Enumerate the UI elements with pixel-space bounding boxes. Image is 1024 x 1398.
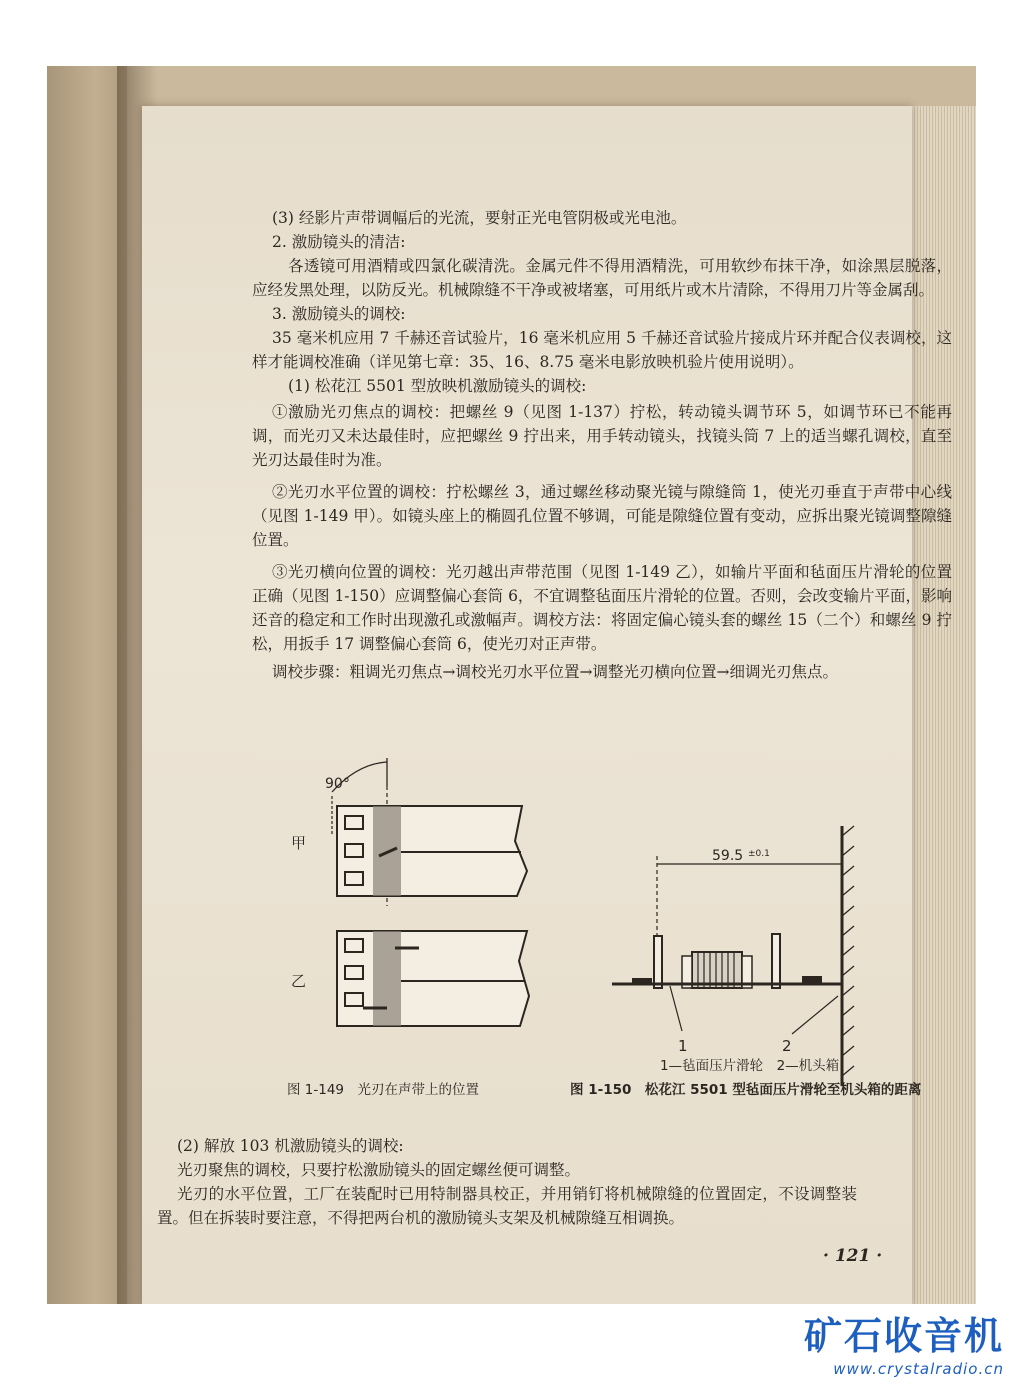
watermark-name: 矿石收音机 (803, 1314, 1004, 1358)
book-page (142, 106, 952, 1304)
paragraph: 各透镜可用酒精或四氯化碳清洗。金属元件不得用酒精洗，可用软纱布抹干净，如涂黑层脱落，应经发黑处理，以防反光。机械隙缝不干净或被堵塞，可用纸片或木片清除，不得用刀片等金属刮。 (252, 257, 952, 299)
figure-1-149-caption: 图 1-149 光刃在声带上的位置 (287, 1082, 480, 1098)
callout-1: 1 (678, 1037, 688, 1055)
figures-area (142, 756, 922, 1116)
callout-2: 2 (782, 1037, 792, 1055)
subsection-heading: (1) 松花江 5501 型放映机激励镜头的调校: (288, 377, 587, 395)
paragraph: ③光刃横向位置的调校：光刃越出声带范围（见图 1-149 乙），如输片平面和毡面压片滑轮的位置正确（见图 1-150）应调整偏心套筒 6，不宜调整毡面压片滑轮的位置。否则，会改变输片平面，影响还音的稳定和工作时出现激孔或激幅声。调校方法：将固定偏心镜头套的螺丝 15（二个）和螺丝 9 拧松，用扳手 17 调整偏心套筒 6，使光刃对正声带。 (252, 563, 952, 653)
text-lower (157, 1134, 857, 1230)
site-watermark (804, 1312, 1004, 1378)
paragraph: ①激励光刃焦点的调校：把螺丝 9（见图 1-137）拧松，转动镜头调节环 5，如调节环已不能再调，而光刃又未达最佳时，应把螺丝 9 拧出来，用手转动镜头，找镜头筒 7 上的适当螺孔调校，直至光刃达最佳时为准。 (252, 403, 952, 469)
section-heading: 3. 激励镜头的调校: (272, 305, 406, 323)
paragraph: 光刃的水平位置，工厂在装配时已用特制器具校正，并用销钉将机械隙缝的位置固定，不设调整装置。但在拆装时要注意，不得把两台机的激励镜头支架及机械隙缝互相调换。 (157, 1185, 857, 1227)
angle-label: 90° (325, 776, 350, 792)
dimension-tolerance: ±0.1 (748, 849, 770, 859)
page-number: · 121 · (823, 1246, 883, 1266)
text-upper (252, 206, 952, 684)
section-heading: 2. 激励镜头的清洁: (272, 233, 406, 251)
paragraph: 光刃聚焦的调校，只要拧松激励镜头的固定螺丝便可调整。 (177, 1161, 581, 1179)
figure-1-150-caption: 图 1-150 松花江 5501 型毡面压片滑轮至机头箱的距离 (570, 1082, 922, 1098)
label-yi: 乙 (291, 972, 307, 990)
paragraph: (3) 经影片声带调幅后的光流，要射正光电管阴极或光电池。 (272, 209, 687, 227)
left-page-edge (47, 66, 127, 1304)
figure-1-149-diagram (237, 756, 537, 1076)
paragraph: ②光刃水平位置的调校：拧松螺丝 3，通过螺丝移动聚光镜与隙缝筒 1，使光刃垂直于声带中心线（见图 1-149 甲）。如镜头座上的椭圆孔位置不够调，可能是隙缝位置有变动，应拆出聚光镜调整隙缝位置。 (252, 483, 952, 549)
watermark-url: www.crystalradio.cn (833, 1360, 1004, 1378)
label-jia: 甲 (291, 834, 307, 852)
figure-1-150-legend: 1—毡面压片滑轮 2—机头箱 (660, 1058, 840, 1074)
paragraph: 35 毫米机应用 7 千赫还音试验片，16 毫米机应用 5 千赫还音试验片接成片环并配合仪表调校，这样才能调校准确（详见第七章：35、16、8.75 毫米电影放映机验片使用说明）。 (252, 329, 952, 371)
subsection-heading: (2) 解放 103 机激励镜头的调校: (177, 1137, 404, 1155)
book-photo (47, 66, 976, 1304)
dimension-value: 59.5 (712, 848, 744, 864)
paragraph: 调校步骤：粗调光刃焦点→调校光刃水平位置→调整光刃横向位置→细调光刃焦点。 (272, 663, 838, 681)
